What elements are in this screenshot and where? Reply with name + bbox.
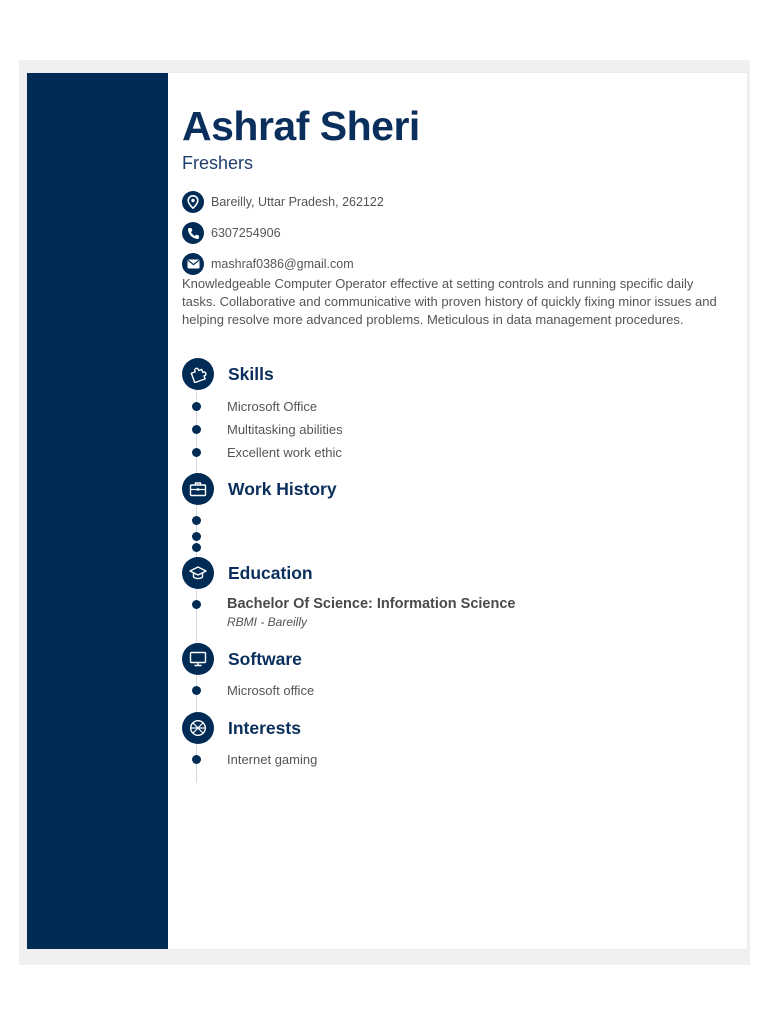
section-title-interests: Interests: [228, 717, 301, 738]
timeline-dot: [192, 543, 201, 552]
candidate-name: Ashraf Sheri: [182, 103, 420, 149]
timeline-dot: [192, 532, 201, 541]
sidebar: [27, 73, 168, 949]
contact-email: [182, 253, 354, 275]
monitor-icon: [182, 643, 214, 675]
contact-phone: [182, 222, 281, 244]
professional-summary: Knowledgeable Computer Operator effective at setting controls and running specific daily tasks. Collaborative and communicative with proven history of quickly fixing minor issues and helping resolve more advanced problems. Meticulous in data management procedures.: [182, 276, 717, 327]
envelope-icon: [182, 253, 204, 275]
timeline-dot: [192, 600, 201, 609]
candidate-role: Freshers: [182, 153, 254, 173]
section-title-skills: Skills: [228, 363, 274, 384]
timeline-dot: [192, 686, 201, 695]
section-interests-header: [182, 712, 301, 744]
section-skills-header: [182, 358, 274, 390]
timeline-dot: [192, 448, 201, 457]
education-school: RBMI - Bareilly: [227, 615, 308, 629]
timeline-dot: [192, 425, 201, 434]
location-pin-icon: [182, 191, 204, 213]
section-work-history-header: [182, 473, 337, 505]
education-degree: Bachelor Of Science: Information Science: [227, 596, 516, 612]
basketball-icon: [182, 712, 214, 744]
graduation-cap-icon: [182, 557, 214, 589]
section-title-work-history: Work History: [228, 478, 337, 499]
puzzle-icon: [182, 358, 214, 390]
skill-item: Excellent work ethic: [227, 445, 342, 460]
interest-item: Internet gaming: [227, 752, 318, 767]
timeline-dot: [192, 402, 201, 411]
timeline-dot: [192, 516, 201, 525]
phone-icon: [182, 222, 204, 244]
address-text: Bareilly, Uttar Pradesh, 262122: [211, 195, 384, 209]
contact-address: [182, 191, 384, 213]
section-education-header: [182, 557, 313, 589]
resume-page: [27, 73, 747, 949]
email-link[interactable]: mashraf0386@gmail.com: [211, 257, 354, 271]
section-software-header: [182, 643, 302, 675]
software-item: Microsoft office: [227, 683, 315, 698]
skill-item: Multitasking abilities: [227, 422, 343, 437]
phone-text: 6307254906: [211, 226, 281, 240]
skill-item: Microsoft Office: [227, 399, 318, 414]
timeline-dot: [192, 755, 201, 764]
briefcase-icon: [182, 473, 214, 505]
section-title-education: Education: [228, 562, 313, 583]
section-title-software: Software: [228, 648, 302, 669]
